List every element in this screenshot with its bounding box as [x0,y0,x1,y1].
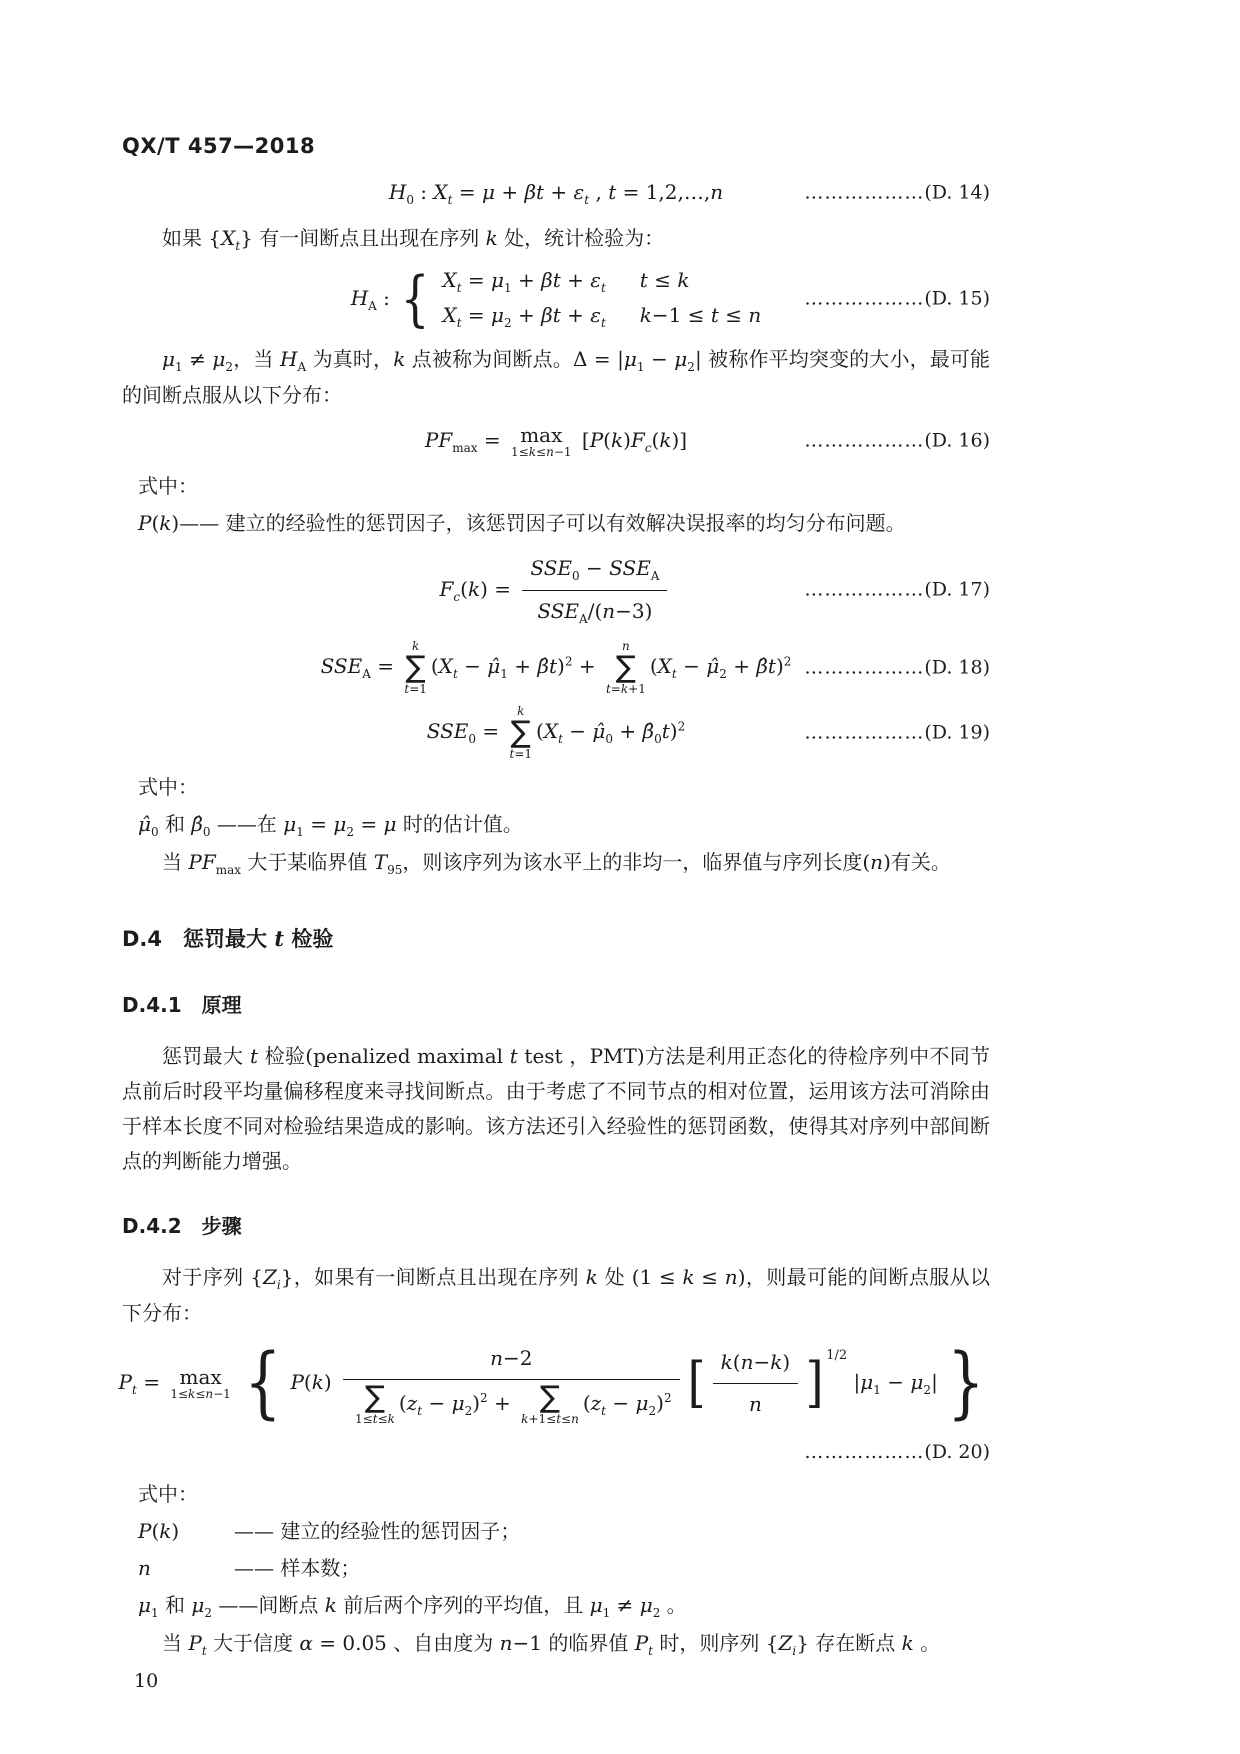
equation-d15 [122,264,990,335]
equation-d17 [122,551,990,630]
page-number: 10 [134,1669,159,1692]
heading-d41: D.4.1 原理 [122,993,242,1018]
dotted-leader: ……………… [804,655,925,678]
equation-number-d19: (D. 19) [924,721,990,744]
definition-n: n —— 样本数； [138,1555,361,1580]
equation-d18 [122,640,990,695]
formula-d15: $H_A$ : { $X_t = \mu_1 + \beta t + \varepsilon_t$ t ≤ k $X_t = \mu_2 + \beta t + \varepsilon_t$ k−1 ≤ t ≤ n [350,264,762,335]
definition-pk-1: P(k)—— 建立的经验性的惩罚因子，该惩罚因子可以有效解决误报率的均匀分布问题。 [138,510,906,535]
dotted-leader: ……………… [804,429,925,452]
equation-label-d19 [804,716,990,749]
heading-d42: D.4.2 步骤 [122,1214,242,1239]
final-note: 当 $P_t$ 大于信度 α = 0.05 、自由度为 n−1 的临界值 $P_t$ 时，则序列 $\{Z_i\}$ 存在断点 k 。 [162,1630,941,1658]
equation-number-d16: (D. 16) [924,429,990,452]
equation-label-d14 [804,176,990,209]
equation-number-d14: (D. 14) [924,181,990,204]
equation-number-d15: (D. 15) [924,287,990,310]
where-clause-3: 式中： [138,1481,198,1506]
dotted-leader: ……………… [804,1440,925,1463]
equation-label-d16 [804,424,990,457]
definition-mu1-mu2: $\mu_1$ 和 $\mu_2$ ——间断点 k 前后两个序列的平均值，且 $\mu_1 \ne \mu_2$ 。 [138,1592,687,1620]
dotted-leader: ……………… [804,181,925,204]
dotted-leader: ……………… [804,578,925,601]
formula-d16: $PF_{max}$ = max 1≤k≤n−1 $[P(k)F_c(k)]$ [424,423,688,460]
paragraph-after-d15: $\mu_1 \ne \mu_2$，当 $H_A$ 为真时，k 点被称为间断点。$\Delta = |\mu_1 - \mu_2|$ 被称作平均突变的大小，最可能的间断点服从以下分布： [122,346,991,407]
equation-d19 [122,705,990,760]
equation-d16 [122,423,990,459]
formula-d17: $F_c(k)$ = $\frac{SSE_0 - SSE_A}{SSE_A/(n-3)}$ [440,551,673,630]
formula-d19: $SSE_0$ = k ∑ t=1 ($X_t$ − $\mû_0$ + $\betâ_0t)^2$ [426,704,686,761]
pfmax-note: 当 $PF_{max}$ 大于某临界值 $T_{95}$，则该序列为该水平上的非均一，临界值与序列长度(n)有关。 [162,850,951,878]
equation-d20 [118,1338,990,1429]
formula-d20: $P_t$ = max 1≤k≤n−1 { P(k) n−2 ∑ 1≤t≤k $(z_t - \mu_2)^2$ + ∑ k+1≤t≤n $(z_t - \mu_2)^2$ [ $\frac{k(n-k)}{n}$ ] $^{1/2}$ $|\mu_1 - \mu_2|$ } [118,1338,985,1429]
paragraph-d41: 惩罚最大 t 检验(penalized maximal t test ，PMT)方法是利用正态化的待检序列中不同节点前后时段平均量偏移程度来寻找间断点。由于考虑了不同节点的相对位置，运用该方法可消除由于样本长度不同对检验结果造成的影响。该方法还引入经验性的惩罚函数，使得其对序列中部间断点的判断能力增强。 [122,1044,991,1174]
dotted-leader: ……………… [804,287,925,310]
dotted-leader: ……………… [804,721,925,744]
equation-label-d18 [804,651,990,684]
definition-mu0-beta0: $\mû_0$ 和 $\betâ_0$ ——在 $\mu_1 = \mu_2 = \mu$ 时的估计值。 [138,812,523,840]
where-clause-2: 式中： [138,775,198,800]
equation-number-d20: (D. 20) [924,1440,990,1463]
paragraph-after-d14: 如果 $\{X_t\}$ 有一间断点且出现在序列 k 处，统计检验为： [162,225,665,253]
document-content [118,128,991,1664]
equation-label-d17 [804,574,990,607]
standard-number: QX/T 457—2018 [122,134,316,158]
equation-d14 [122,175,990,211]
equation-label-d15 [804,283,990,316]
formula-d18: $SSE_A$ = k ∑ t=1 ($X_t$ − $\mû_1$ + β̂t)$^2$ + n ∑ t=k+1 ($X_t$ − $\mû_2$ + β̂t)$^2$ [320,638,792,696]
heading-d4: D.4 惩罚最大 t 检验 [122,926,334,952]
definition-pk-2: P(k) —— 建立的经验性的惩罚因子； [138,1518,521,1543]
equation-label-d20 [122,1436,990,1469]
equation-number-d17: (D. 17) [924,578,990,601]
where-clause-1: 式中： [138,473,198,498]
formula-d14: $H_0$ : $X_t = \mu + \beta t + \varepsilon_t$ , t = 1,2,…,n [388,179,724,207]
paragraph-d42: 对于序列 $\{Z_i\}$，如果有一间断点且出现在序列 k 处 (1 ≤ k ≤ n)，则最可能的间断点服从以下分布： [122,1265,990,1326]
equation-number-d18: (D. 18) [924,655,990,678]
